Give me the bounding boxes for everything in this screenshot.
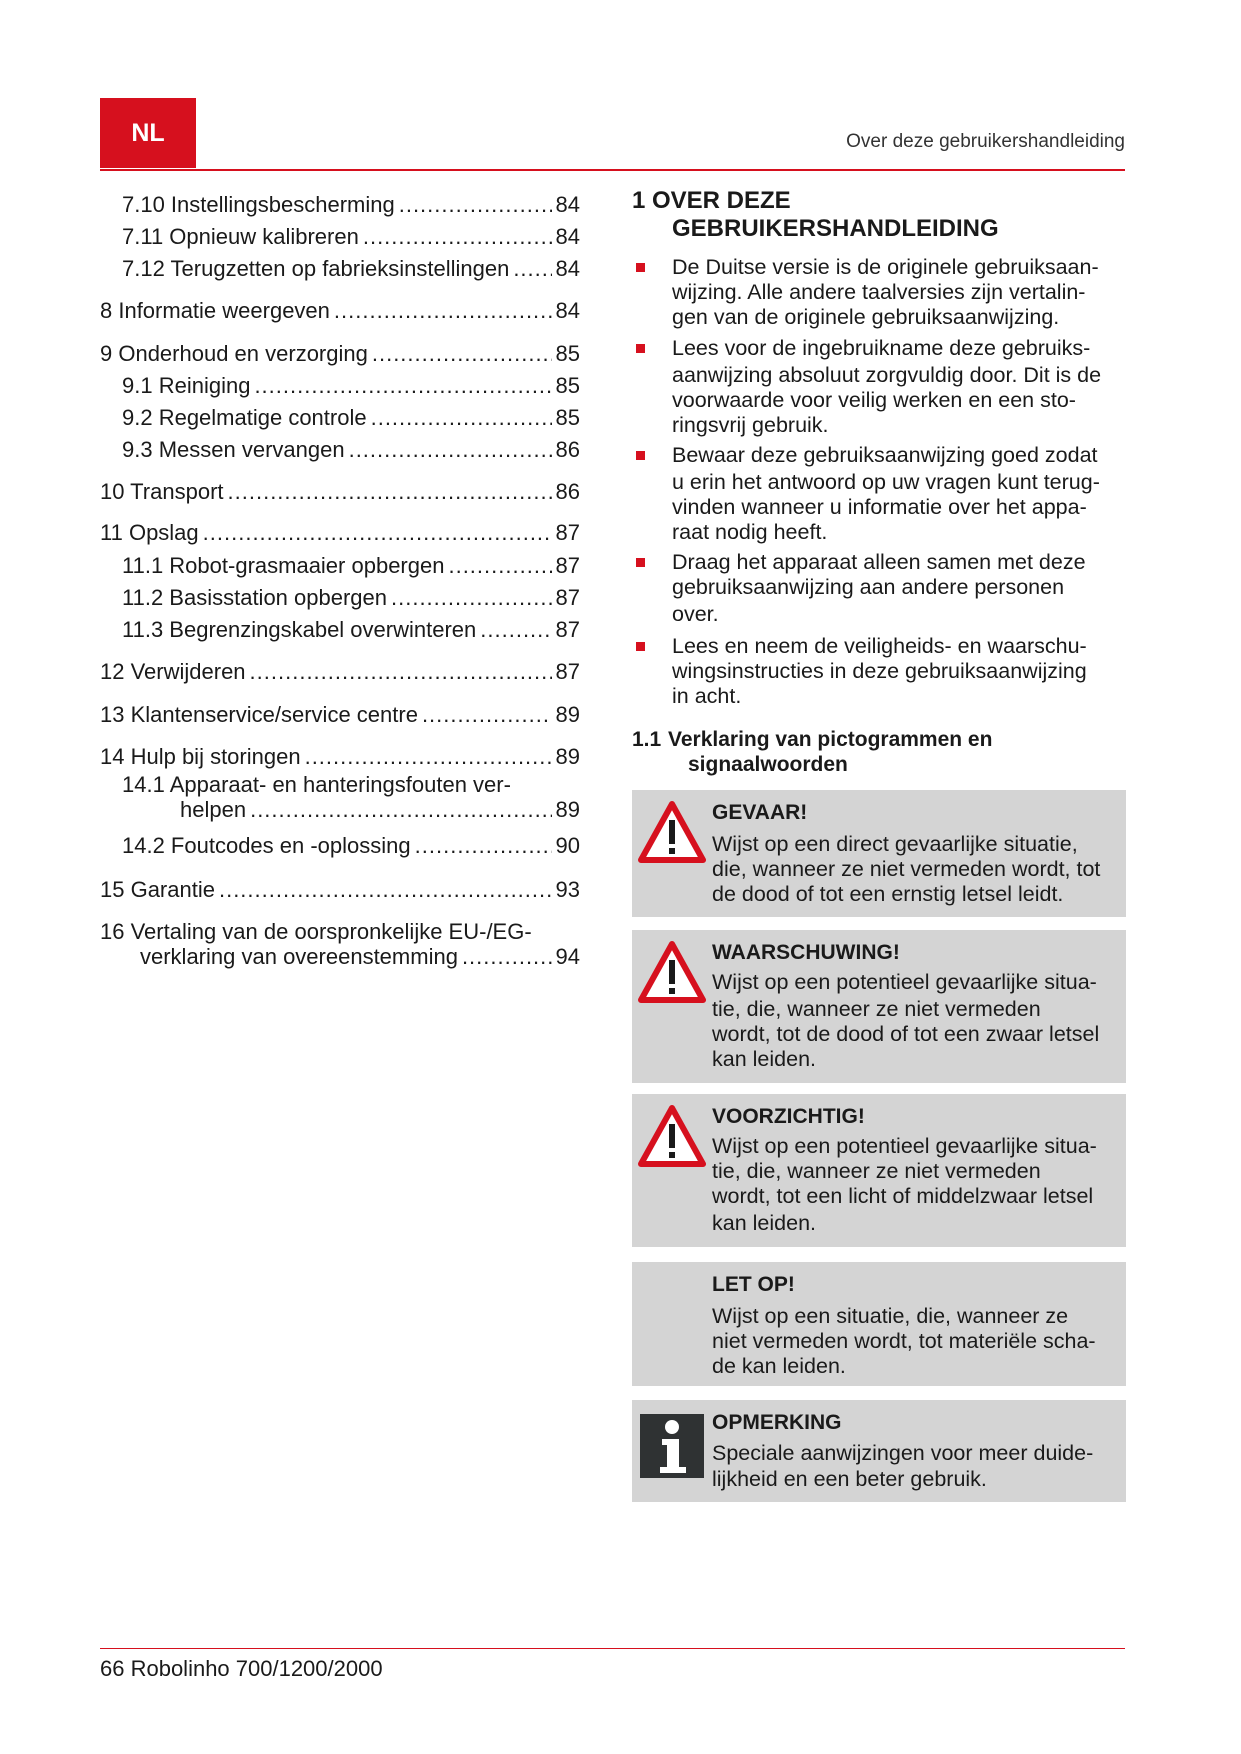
bullet-line: ringsvrij gebruik.	[672, 413, 829, 437]
notice-caution	[632, 1094, 1126, 1247]
notice-line: lijkheid en een beter gebruik.	[712, 1467, 987, 1491]
toc-entry[interactable]: verklaring van overeenstemming ..... 94	[140, 942, 580, 972]
toc-entry-line1[interactable]: 16 Vertaling van de oorspronkelijke EU-/EG-	[100, 919, 532, 944]
notice-line: niet vermeden wordt, tot materiële scha-	[712, 1329, 1096, 1353]
toc-entry[interactable]: 7.10 Instellingsbescherming ..... 84	[122, 190, 580, 220]
bullet-line: gebruiksaanwijzing aan andere personen	[672, 575, 1065, 599]
notice-attention	[632, 1262, 1126, 1386]
toc-entry[interactable]: 7.12 Terugzetten op fabrieksinstellingen ..... 84	[122, 254, 580, 284]
toc-entry-line1[interactable]: 14.1 Apparaat- en hanteringsfouten ver-	[122, 772, 511, 797]
bullet-line: raat nodig heeft.	[672, 520, 828, 544]
notice-title: OPMERKING	[712, 1411, 842, 1434]
subsection-number: 1.1	[632, 728, 662, 751]
bullet-line: Bewaar deze gebruiksaanwijzing goed zodat	[672, 443, 1098, 467]
footer-page-label: 66 Robolinho 700/1200/2000	[100, 1656, 383, 1681]
notice-line: wordt, tot de dood of tot een zwaar letsel	[712, 1022, 1100, 1046]
warning-triangle-icon	[638, 940, 706, 1004]
bullet-line: over.	[672, 602, 719, 626]
footer-divider	[100, 1648, 1125, 1649]
bullet-square-icon	[636, 263, 645, 272]
toc-entry[interactable]: 10 Transport ..... 86	[100, 477, 580, 507]
toc-entry[interactable]: 14.2 Foutcodes en -oplossing ..... 90	[122, 831, 580, 861]
notice-line: tie, die, wanneer ze niet vermeden	[712, 997, 1041, 1021]
bullet-square-icon	[636, 344, 645, 353]
toc-entry[interactable]: helpen ..... 89	[180, 795, 580, 825]
notice-line: de kan leiden.	[712, 1354, 846, 1378]
toc-entry[interactable]: 11 Opslag ..... 87	[100, 518, 580, 548]
toc-entry[interactable]: 9 Onderhoud en verzorging ..... 85	[100, 339, 580, 369]
notice-title: LET OP!	[712, 1273, 795, 1296]
bullet-line: Lees en neem de veiligheids- en waarschu-	[672, 634, 1087, 658]
section-heading-line2: GEBRUIKERSHANDLEIDING	[672, 215, 999, 242]
notice-title: GEVAAR!	[712, 801, 808, 824]
bullet-line: gen van de originele gebruiksaanwijzing.	[672, 305, 1060, 329]
bullet-line: voorwaarde voor veilig werken en een sto-	[672, 388, 1076, 412]
toc-entry[interactable]: 7.11 Opnieuw kalibreren ..... 84	[122, 222, 580, 252]
notice-title: WAARSCHUWING!	[712, 941, 900, 964]
notice-line: de dood of tot een ernstig letsel leidt.	[712, 882, 1064, 906]
notice-line: Wijst op een potentieel gevaarlijke situa-	[712, 1134, 1097, 1158]
section-heading-number: 1	[632, 187, 646, 214]
bullet-line: wingsinstructies in deze gebruiksaanwijzing	[672, 659, 1087, 683]
toc-entry[interactable]: 11.3 Begrenzingskabel overwinteren ..... 87	[122, 615, 580, 645]
subsection-heading-line2: signaalwoorden	[688, 753, 848, 776]
toc-entry[interactable]: 14 Hulp bij storingen ..... 89	[100, 742, 580, 772]
bullet-line: wijzing. Alle andere taalversies zijn vertalin-	[672, 280, 1086, 304]
bullet-line: vinden wanneer u informatie over het appa-	[672, 495, 1087, 519]
notice-line: Wijst op een situatie, die, wanneer ze	[712, 1304, 1069, 1328]
header-section-title: Over deze gebruikershandleiding	[846, 131, 1125, 152]
toc-entry[interactable]: 11.2 Basisstation opbergen ..... 87	[122, 583, 580, 613]
notice-note	[632, 1400, 1126, 1502]
bullet-line: De Duitse versie is de originele gebruiksaan-	[672, 255, 1099, 279]
notice-line: die, wanneer ze niet vermeden wordt, tot	[712, 857, 1101, 881]
toc-entry[interactable]: 8 Informatie weergeven ..... 84	[100, 296, 580, 326]
toc-entry[interactable]: 9.3 Messen vervangen ..... 86	[122, 435, 580, 465]
notice-danger	[632, 790, 1126, 917]
info-icon	[638, 1414, 706, 1478]
header-divider	[100, 169, 1125, 171]
bullet-line: in acht.	[672, 684, 742, 708]
language-tab: NL	[100, 98, 196, 168]
bullet-line: u erin het antwoord op uw vragen kunt terug-	[672, 470, 1100, 494]
toc-entry[interactable]: 12 Verwijderen ..... 87	[100, 657, 580, 687]
bullet-line: Draag het apparaat alleen samen met deze	[672, 550, 1086, 574]
bullet-line: Lees voor de ingebruikname deze gebruiks-	[672, 336, 1091, 360]
bullet-line: aanwijzing absoluut zorgvuldig door. Dit is de	[672, 363, 1102, 387]
notice-line: Speciale aanwijzingen voor meer duide-	[712, 1441, 1094, 1465]
subsection-heading-line1: Verklaring van pictogrammen en	[668, 728, 993, 751]
warning-triangle-icon	[638, 1104, 706, 1168]
toc-entry[interactable]: 9.1 Reiniging ..... 85	[122, 371, 580, 401]
toc-entry[interactable]: 13 Klantenservice/service centre ..... 89	[100, 700, 580, 730]
notice-warning	[632, 930, 1126, 1083]
notice-line: tie, die, wanneer ze niet vermeden	[712, 1159, 1041, 1183]
bullet-square-icon	[636, 451, 645, 460]
toc-entry[interactable]: 9.2 Regelmatige controle ..... 85	[122, 403, 580, 433]
notice-line: wordt, tot een licht of middelzwaar letsel	[712, 1184, 1094, 1208]
notice-title: VOORZICHTIG!	[712, 1105, 865, 1128]
notice-line: Wijst op een potentieel gevaarlijke situa-	[712, 970, 1097, 994]
warning-triangle-icon	[638, 800, 706, 864]
notice-line: Wijst op een direct gevaarlijke situatie,	[712, 832, 1078, 856]
notice-line: kan leiden.	[712, 1047, 816, 1071]
bullet-square-icon	[636, 558, 645, 567]
notice-line: kan leiden.	[712, 1211, 816, 1235]
bullet-square-icon	[636, 642, 645, 651]
section-heading-line1: OVER DEZE	[652, 187, 791, 214]
toc-entry[interactable]: 11.1 Robot-grasmaaier opbergen ..... 87	[122, 551, 580, 581]
toc-entry[interactable]: 15 Garantie ..... 93	[100, 875, 580, 905]
